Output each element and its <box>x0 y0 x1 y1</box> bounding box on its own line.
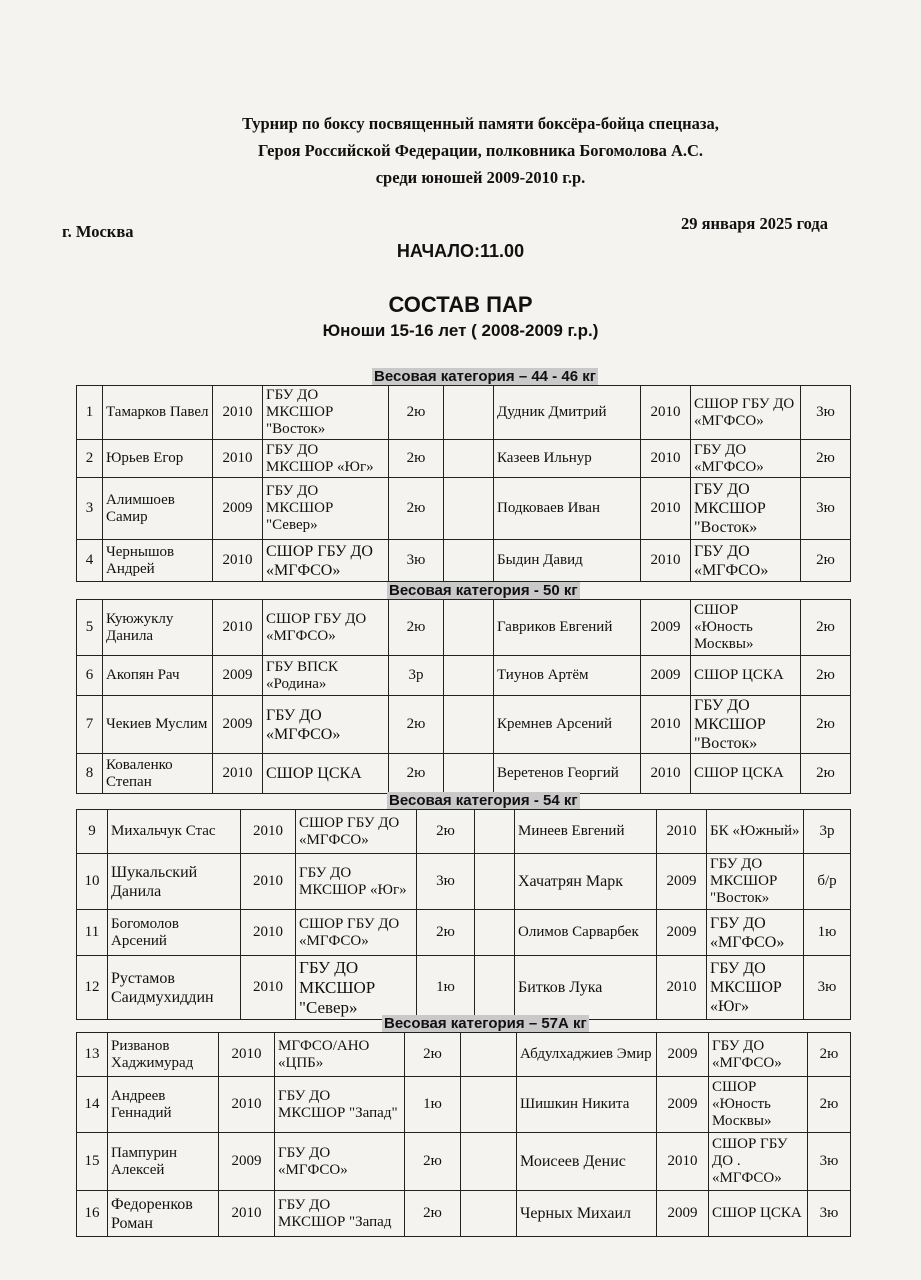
boxer-2-year: 2009 <box>657 910 707 956</box>
boxer-1-name: Чекиев Муслим <box>103 696 213 754</box>
boxer-1-rank: 3р <box>389 656 444 696</box>
boxer-2-name: Битков Лука <box>515 956 657 1020</box>
pair-number: 12 <box>77 956 108 1020</box>
table-row <box>77 600 851 656</box>
table-row <box>77 440 851 478</box>
boxer-1-club: ГБУ ДО МКСШОР "Восток» <box>263 386 389 440</box>
boxer-1-name: Федоренков Роман <box>108 1191 219 1237</box>
boxer-2-year: 2010 <box>657 1133 709 1191</box>
page-title: СОСТАВ ПАР <box>388 292 533 317</box>
boxer-1-club: СШОР ГБУ ДО «МГФСО» <box>263 600 389 656</box>
boxer-2-club: ГБУ ДО «МГФСО» <box>709 1033 808 1077</box>
boxer-2-year: 2009 <box>657 854 707 910</box>
boxer-2-club: ГБУ ДО «МГФСО» <box>707 910 804 956</box>
pairs-table <box>76 385 851 582</box>
empty-cell <box>444 540 494 582</box>
boxer-2-club: ГБУ ДО МКСШОР "Восток» <box>691 478 801 540</box>
empty-cell <box>444 656 494 696</box>
boxer-2-year: 2009 <box>641 656 691 696</box>
empty-cell <box>444 754 494 794</box>
boxer-1-club: ГБУ ДО МКСШОР «Юг» <box>263 440 389 478</box>
boxer-1-year: 2010 <box>241 956 296 1020</box>
boxer-1-rank: 2ю <box>417 810 475 854</box>
empty-cell <box>444 386 494 440</box>
table-row <box>77 656 851 696</box>
boxer-1-club: СШОР ГБУ ДО «МГФСО» <box>296 810 417 854</box>
boxer-2-name: Подковаев Иван <box>494 478 641 540</box>
weight-category-label: Весовая категория – 44 - 46 кг <box>374 368 596 385</box>
boxer-1-year: 2010 <box>213 386 263 440</box>
boxer-1-rank: 2ю <box>405 1191 461 1237</box>
pair-number: 6 <box>77 656 103 696</box>
empty-cell <box>461 1077 517 1133</box>
boxer-1-name: Шукальский Данила <box>108 854 241 910</box>
boxer-1-rank: 2ю <box>389 478 444 540</box>
table-row <box>77 696 851 754</box>
pair-number: 15 <box>77 1133 108 1191</box>
boxer-1-club: ГБУ ДО «МГФСО» <box>263 696 389 754</box>
table-row <box>77 956 851 1020</box>
boxer-2-name: Минеев Евгений <box>515 810 657 854</box>
boxer-2-rank: 3ю <box>801 386 851 440</box>
boxer-1-year: 2010 <box>219 1033 275 1077</box>
boxer-2-name: Веретенов Георгий <box>494 754 641 794</box>
boxer-2-year: 2010 <box>657 810 707 854</box>
boxer-2-name: Быдин Давид <box>494 540 641 582</box>
table-row <box>77 386 851 440</box>
boxer-1-club: ГБУ ДО МКСШОР "Запад <box>275 1191 405 1237</box>
table-row <box>77 854 851 910</box>
pair-number: 4 <box>77 540 103 582</box>
empty-cell <box>475 956 515 1020</box>
boxer-1-name: Богомолов Арсений <box>108 910 241 956</box>
tournament-title-line-3: среди юношей 2009-2010 г.р. <box>375 168 586 187</box>
boxer-1-year: 2010 <box>213 600 263 656</box>
boxer-2-year: 2009 <box>657 1077 709 1133</box>
table-row <box>77 1077 851 1133</box>
boxer-1-name: Ризванов Хаджимурад <box>108 1033 219 1077</box>
boxer-2-club: СШОР ГБУ ДО . «МГФСО» <box>709 1133 808 1191</box>
boxer-2-club: СШОР ЦСКА <box>709 1191 808 1237</box>
boxer-2-rank: 2ю <box>801 600 851 656</box>
pair-number: 16 <box>77 1191 108 1237</box>
boxer-1-club: ГБУ ДО МКСШОР "Север» <box>296 956 417 1020</box>
boxer-1-year: 2010 <box>213 754 263 794</box>
empty-cell <box>444 478 494 540</box>
boxer-2-year: 2010 <box>641 696 691 754</box>
pair-number: 9 <box>77 810 108 854</box>
boxer-2-club: БК «Южный» <box>707 810 804 854</box>
boxer-1-name: Пампурин Алексей <box>108 1133 219 1191</box>
pair-number: 10 <box>77 854 108 910</box>
boxer-2-name: Абдулхаджиев Эмир <box>517 1033 657 1077</box>
boxer-2-rank: 3ю <box>808 1191 851 1237</box>
boxer-1-year: 2010 <box>219 1191 275 1237</box>
boxer-2-name: Олимов Сарварбек <box>515 910 657 956</box>
weight-category-label: Весовая категория - 50 кг <box>389 582 578 599</box>
boxer-1-rank: 2ю <box>389 600 444 656</box>
boxer-1-rank: 2ю <box>389 440 444 478</box>
boxer-1-year: 2009 <box>213 656 263 696</box>
boxer-2-rank: 1ю <box>804 910 851 956</box>
weight-category-label: Весовая категория - 54 кг <box>389 792 578 809</box>
boxer-2-rank: 3ю <box>808 1133 851 1191</box>
boxer-1-club: СШОР ГБУ ДО «МГФСО» <box>296 910 417 956</box>
table-row <box>77 754 851 794</box>
pair-number: 3 <box>77 478 103 540</box>
boxer-2-rank: 2ю <box>801 696 851 754</box>
boxer-2-name: Казеев Ильнур <box>494 440 641 478</box>
boxer-1-club: МГФСО/АНО «ЦПБ» <box>275 1033 405 1077</box>
boxer-2-rank: 3ю <box>801 478 851 540</box>
boxer-2-year: 2010 <box>641 386 691 440</box>
boxer-1-club: СШОР ГБУ ДО «МГФСО» <box>263 540 389 582</box>
boxer-1-name: Рустамов Саидмухиддин <box>108 956 241 1020</box>
boxer-2-year: 2010 <box>657 956 707 1020</box>
boxer-1-club: ГБУ ДО МКСШОР «Юг» <box>296 854 417 910</box>
boxer-2-name: Моисеев Денис <box>517 1133 657 1191</box>
table-row <box>77 540 851 582</box>
boxer-2-name: Черных Михаил <box>517 1191 657 1237</box>
boxer-1-rank: 2ю <box>389 696 444 754</box>
boxer-2-year: 2010 <box>641 440 691 478</box>
boxer-1-year: 2009 <box>219 1133 275 1191</box>
empty-cell <box>444 600 494 656</box>
table-row <box>77 1191 851 1237</box>
boxer-2-year: 2009 <box>657 1191 709 1237</box>
boxer-2-rank: б/р <box>804 854 851 910</box>
table-row <box>77 1033 851 1077</box>
boxer-1-year: 2010 <box>241 854 296 910</box>
pairs-table <box>76 1032 851 1237</box>
boxer-2-year: 2009 <box>657 1033 709 1077</box>
page-subtitle: Юноши 15-16 лет ( 2008-2009 г.р.) <box>322 321 599 340</box>
empty-cell <box>475 910 515 956</box>
boxer-1-year: 2010 <box>241 910 296 956</box>
boxer-2-rank: 3ю <box>804 956 851 1020</box>
boxer-1-rank: 1ю <box>417 956 475 1020</box>
boxer-2-name: Гавриков Евгений <box>494 600 641 656</box>
boxer-1-name: Куюжуклу Данила <box>103 600 213 656</box>
boxer-2-year: 2009 <box>641 600 691 656</box>
boxer-2-year: 2010 <box>641 754 691 794</box>
pair-number: 8 <box>77 754 103 794</box>
empty-cell <box>444 696 494 754</box>
boxer-1-rank: 2ю <box>417 910 475 956</box>
boxer-1-name: Михальчук Стас <box>108 810 241 854</box>
boxer-1-club: ГБУ ДО МКСШОР "Север» <box>263 478 389 540</box>
boxer-1-name: Чернышов Андрей <box>103 540 213 582</box>
boxer-2-rank: 3р <box>804 810 851 854</box>
boxer-1-rank: 3ю <box>417 854 475 910</box>
boxer-2-club: СШОР ЦСКА <box>691 754 801 794</box>
boxer-1-rank: 2ю <box>389 386 444 440</box>
boxer-1-rank: 2ю <box>405 1133 461 1191</box>
boxer-1-name: Коваленко Степан <box>103 754 213 794</box>
pair-number: 2 <box>77 440 103 478</box>
boxer-2-rank: 2ю <box>801 440 851 478</box>
pair-number: 7 <box>77 696 103 754</box>
boxer-1-year: 2010 <box>219 1077 275 1133</box>
boxer-2-club: ГБУ ДО МКСШОР "Восток» <box>707 854 804 910</box>
boxer-2-rank: 2ю <box>808 1077 851 1133</box>
boxer-1-rank: 1ю <box>405 1077 461 1133</box>
tournament-title-line-2: Героя Российской Федерации, полковника Богомолова А.С. <box>257 141 704 160</box>
boxer-1-year: 2010 <box>213 440 263 478</box>
boxer-2-club: СШОР «Юность Москвы» <box>691 600 801 656</box>
boxer-1-rank: 3ю <box>389 540 444 582</box>
table-row <box>77 810 851 854</box>
boxer-2-club: ГБУ ДО МКСШОР "Восток» <box>691 696 801 754</box>
boxer-1-name: Алимшоев Самир <box>103 478 213 540</box>
boxer-2-rank: 2ю <box>801 754 851 794</box>
boxer-2-year: 2010 <box>641 478 691 540</box>
boxer-2-name: Шишкин Никита <box>517 1077 657 1133</box>
boxer-1-rank: 2ю <box>389 754 444 794</box>
boxer-2-name: Дудник Дмитрий <box>494 386 641 440</box>
boxer-1-rank: 2ю <box>405 1033 461 1077</box>
boxer-2-club: СШОР «Юность Москвы» <box>709 1077 808 1133</box>
boxer-1-name: Тамарков Павел <box>103 386 213 440</box>
boxer-2-club: ГБУ ДО МКСШОР «Юг» <box>707 956 804 1020</box>
boxer-2-rank: 2ю <box>808 1033 851 1077</box>
boxer-2-club: ГБУ ДО «МГФСО» <box>691 440 801 478</box>
boxer-2-rank: 2ю <box>801 540 851 582</box>
boxer-1-club: СШОР ЦСКА <box>263 754 389 794</box>
table-row <box>77 478 851 540</box>
boxer-2-club: ГБУ ДО «МГФСО» <box>691 540 801 582</box>
table-row <box>77 1133 851 1191</box>
city: г. Москва <box>62 222 134 241</box>
pairs-table <box>76 599 851 794</box>
pair-number: 11 <box>77 910 108 956</box>
empty-cell <box>475 810 515 854</box>
pair-number: 13 <box>77 1033 108 1077</box>
pairs-table <box>76 809 851 1020</box>
boxer-1-name: Юрьев Егор <box>103 440 213 478</box>
boxer-2-name: Кремнев Арсений <box>494 696 641 754</box>
boxer-1-club: ГБУ ВПСК «Родина» <box>263 656 389 696</box>
boxer-1-year: 2009 <box>213 696 263 754</box>
boxer-1-club: ГБУ ДО «МГФСО» <box>275 1133 405 1191</box>
table-row <box>77 910 851 956</box>
empty-cell <box>461 1133 517 1191</box>
boxer-2-rank: 2ю <box>801 656 851 696</box>
empty-cell <box>461 1191 517 1237</box>
boxer-1-year: 2010 <box>213 540 263 582</box>
pair-number: 5 <box>77 600 103 656</box>
boxer-2-club: СШОР ГБУ ДО «МГФСО» <box>691 386 801 440</box>
boxer-1-name: Андреев Геннадий <box>108 1077 219 1133</box>
boxer-2-name: Хачатрян Марк <box>515 854 657 910</box>
boxer-2-year: 2010 <box>641 540 691 582</box>
boxer-2-name: Тиунов Артём <box>494 656 641 696</box>
pair-number: 1 <box>77 386 103 440</box>
empty-cell <box>475 854 515 910</box>
empty-cell <box>444 440 494 478</box>
boxer-1-year: 2009 <box>213 478 263 540</box>
boxer-1-name: Акопян Рач <box>103 656 213 696</box>
boxer-1-club: ГБУ ДО МКСШОР "Запад" <box>275 1077 405 1133</box>
event-date: 29 января 2025 года <box>681 214 829 233</box>
weight-category-label: Весовая категория – 57А кг <box>384 1015 587 1032</box>
pair-number: 14 <box>77 1077 108 1133</box>
start-time: НАЧАЛО:11.00 <box>396 241 525 261</box>
boxer-2-club: СШОР ЦСКА <box>691 656 801 696</box>
boxer-1-year: 2010 <box>241 810 296 854</box>
tournament-title-line-1: Турнир по боксу посвященный памяти боксёра-бойца спецназа, <box>242 114 719 133</box>
empty-cell <box>461 1033 517 1077</box>
